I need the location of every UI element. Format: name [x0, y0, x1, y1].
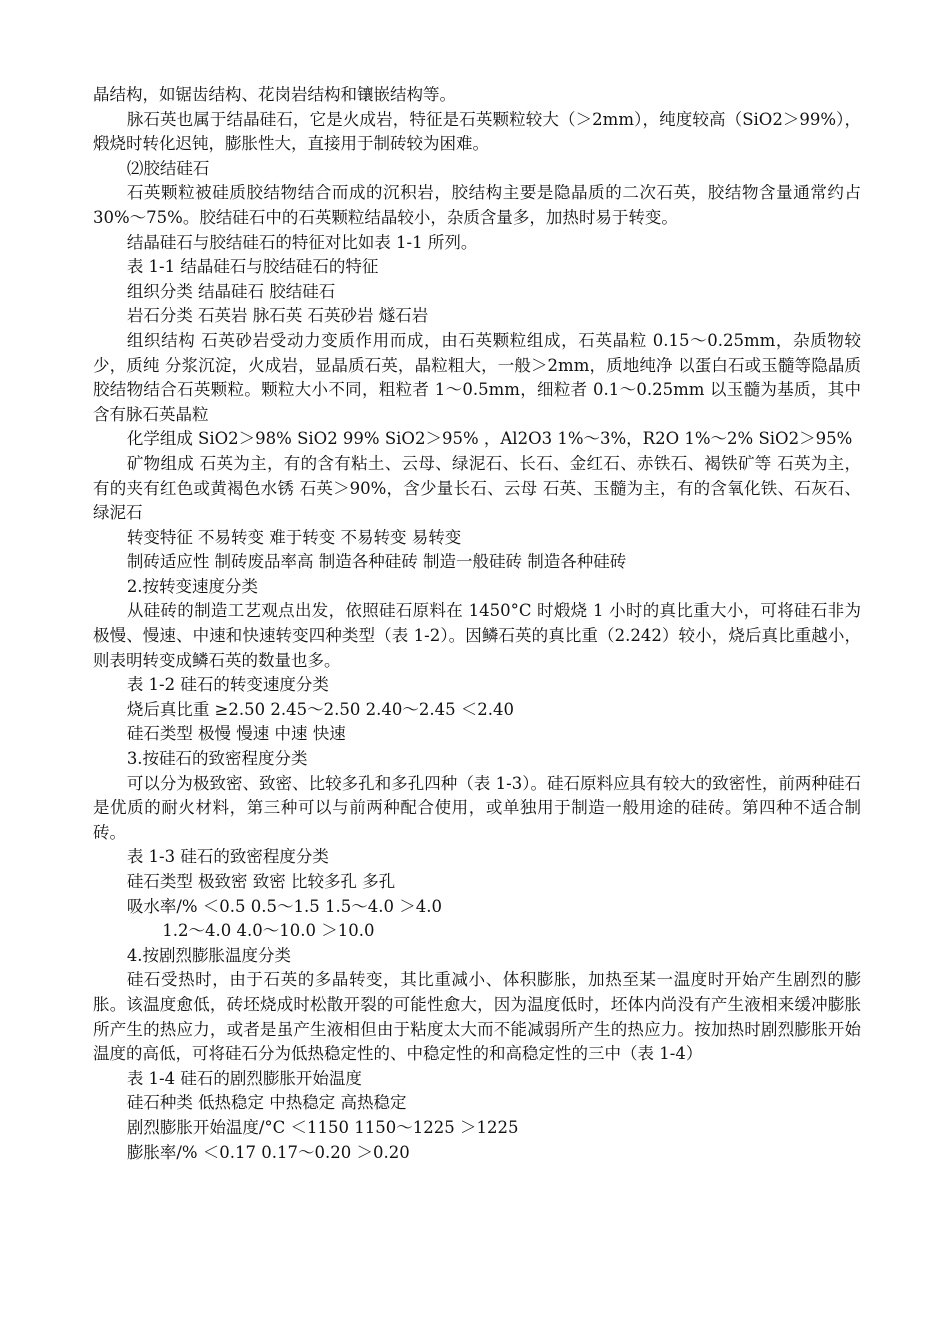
- table-row: 矿物组成 石英为主，有的含有粘土、云母、绿泥石、长石、金红石、赤铁石、褐铁矿等 石英为主，有的夹有红色或黄褐色水锈 石英＞90%，含少量长石、云母 石英、玉髓为主，有的含氧化铁、石灰石、绿泥石: [93, 453, 861, 523]
- table-row: 烧后真比重 ≥2.50 2.45～2.50 2.40～2.45 ＜2.40: [126, 699, 515, 719]
- table-row: 岩石分类 石英岩 脉石英 石英砂岩 燧石岩: [126, 306, 429, 326]
- table-row: 硅石种类 低热稳定 中热稳定 高热稳定: [126, 1093, 407, 1113]
- paragraph: 可以分为极致密、致密、比较多孔和多孔四种（表 1-3）。硅石原料应具有较大的致密性，前两种硅石是优质的耐火材料，第三种可以与前两种配合使用，或单独用于制造一般用途的硅砖。第四种不适合制砖。: [93, 773, 861, 842]
- paragraph: 结晶硅石与胶结硅石的特征对比如表 1-1 所列。: [126, 232, 478, 252]
- paragraph: 脉石英也属于结晶硅石，它是火成岩，特征是石英颗粒较大（＞2mm），纯度较高（SiO2＞99%），煅烧时转化迟钝，膨胀性大，直接用于制砖较为困难。: [93, 109, 861, 154]
- table-row: 转变特征 不易转变 难于转变 不易转变 易转变: [126, 527, 462, 547]
- table-row: 组织分类 结晶硅石 胶结硅石: [126, 281, 336, 301]
- section-heading: 3.按硅石的致密程度分类: [126, 749, 308, 769]
- table-row: 膨胀率/% ＜0.17 0.17～0.20 ＞0.20: [126, 1142, 410, 1162]
- paragraph: 石英颗粒被硅质胶结物结合而成的沉积岩，胶结构主要是隐晶质的二次石英，胶结物含量通常约占 30%～75%。胶结硅石中的石英颗粒结晶较小，杂质含量多，加热时易于转变。: [93, 183, 861, 227]
- table-caption: 表 1-1 结晶硅石与胶结硅石的特征: [126, 257, 379, 277]
- table-caption: 表 1-2 硅石的转变速度分类: [126, 675, 329, 695]
- table-caption: 表 1-4 硅石的剧烈膨胀开始温度: [126, 1068, 362, 1088]
- paragraph: 硅石受热时，由于石英的多晶转变，其比重减小、体积膨胀，加热至某一温度时开始产生剧烈的膨胀。该温度愈低，砖坯烧成时松散开裂的可能性愈大，因为温度低时，坯体内尚没有产生液相来缓冲膨胀所产生的热应力，或者是虽产生液相但由于粘度太大而不能减弱所产生的热应力。按加热时剧烈膨胀开始温度的高低，可将硅石分为低热稳定性的、中稳定性的和高稳定性的三中（表 1-4）: [93, 970, 861, 1064]
- paragraph: 从硅砖的制造工艺观点出发，依照硅石原料在 1450°C 时煅烧 1 小时的真比重大小，可将硅石非为极慢、慢速、中速和快速转变四种类型（表 1-2）。因鳞石英的真比重（2.242）较小，烧后真比重越小，则表明转变成鳞石英的数量也多。: [93, 601, 861, 670]
- section-heading: ⑵胶结硅石: [126, 158, 210, 178]
- table-row: 1.2～4.0 4.0～10.0 ＞10.0: [162, 921, 375, 941]
- table-row: 硅石类型 极慢 慢速 中速 快速: [126, 724, 346, 744]
- document-body: [93, 83, 861, 1165]
- paragraph: 晶结构，如锯齿结构、花岗岩结构和镶嵌结构等。: [93, 85, 456, 104]
- table-row: 剧烈膨胀开始温度/°C ＜1150 1150～1225 ＞1225: [126, 1117, 519, 1137]
- section-heading: 4.按剧烈膨胀温度分类: [126, 945, 292, 965]
- table-row: 组织结构 石英砂岩受动力变质作用而成，由石英颗粒组成，石英晶粒 0.15～0.25mm，杂质物较少，质纯 分浆沉淀，火成岩，显晶质石英，晶粒粗大，一般＞2mm，质地纯净 以蛋白石或玉髓等隐晶质胶结物结合石英颗粒。颗粒大小不同，粗粒者 1～0.5mm，细粒者 0.1～0.25mm 以玉髓为基质，其中含有脉石英晶粒: [93, 330, 861, 424]
- table-caption: 表 1-3 硅石的致密程度分类: [126, 847, 329, 867]
- table-row: 制砖适应性 制砖废品率高 制造各种硅砖 制造一般硅砖 制造各种硅砖: [126, 552, 627, 572]
- table-row: 硅石类型 极致密 致密 比较多孔 多孔: [126, 872, 396, 891]
- section-heading: 2.按转变速度分类: [126, 576, 259, 596]
- table-row: 化学组成 SiO2＞98% SiO2 99% SiO2＞95% ，Al2O3 1%～3%，R2O 1%～2% SiO2＞95%: [126, 429, 853, 449]
- table-row: 吸水率/% ＜0.5 0.5～1.5 1.5～4.0 ＞4.0: [126, 896, 442, 916]
